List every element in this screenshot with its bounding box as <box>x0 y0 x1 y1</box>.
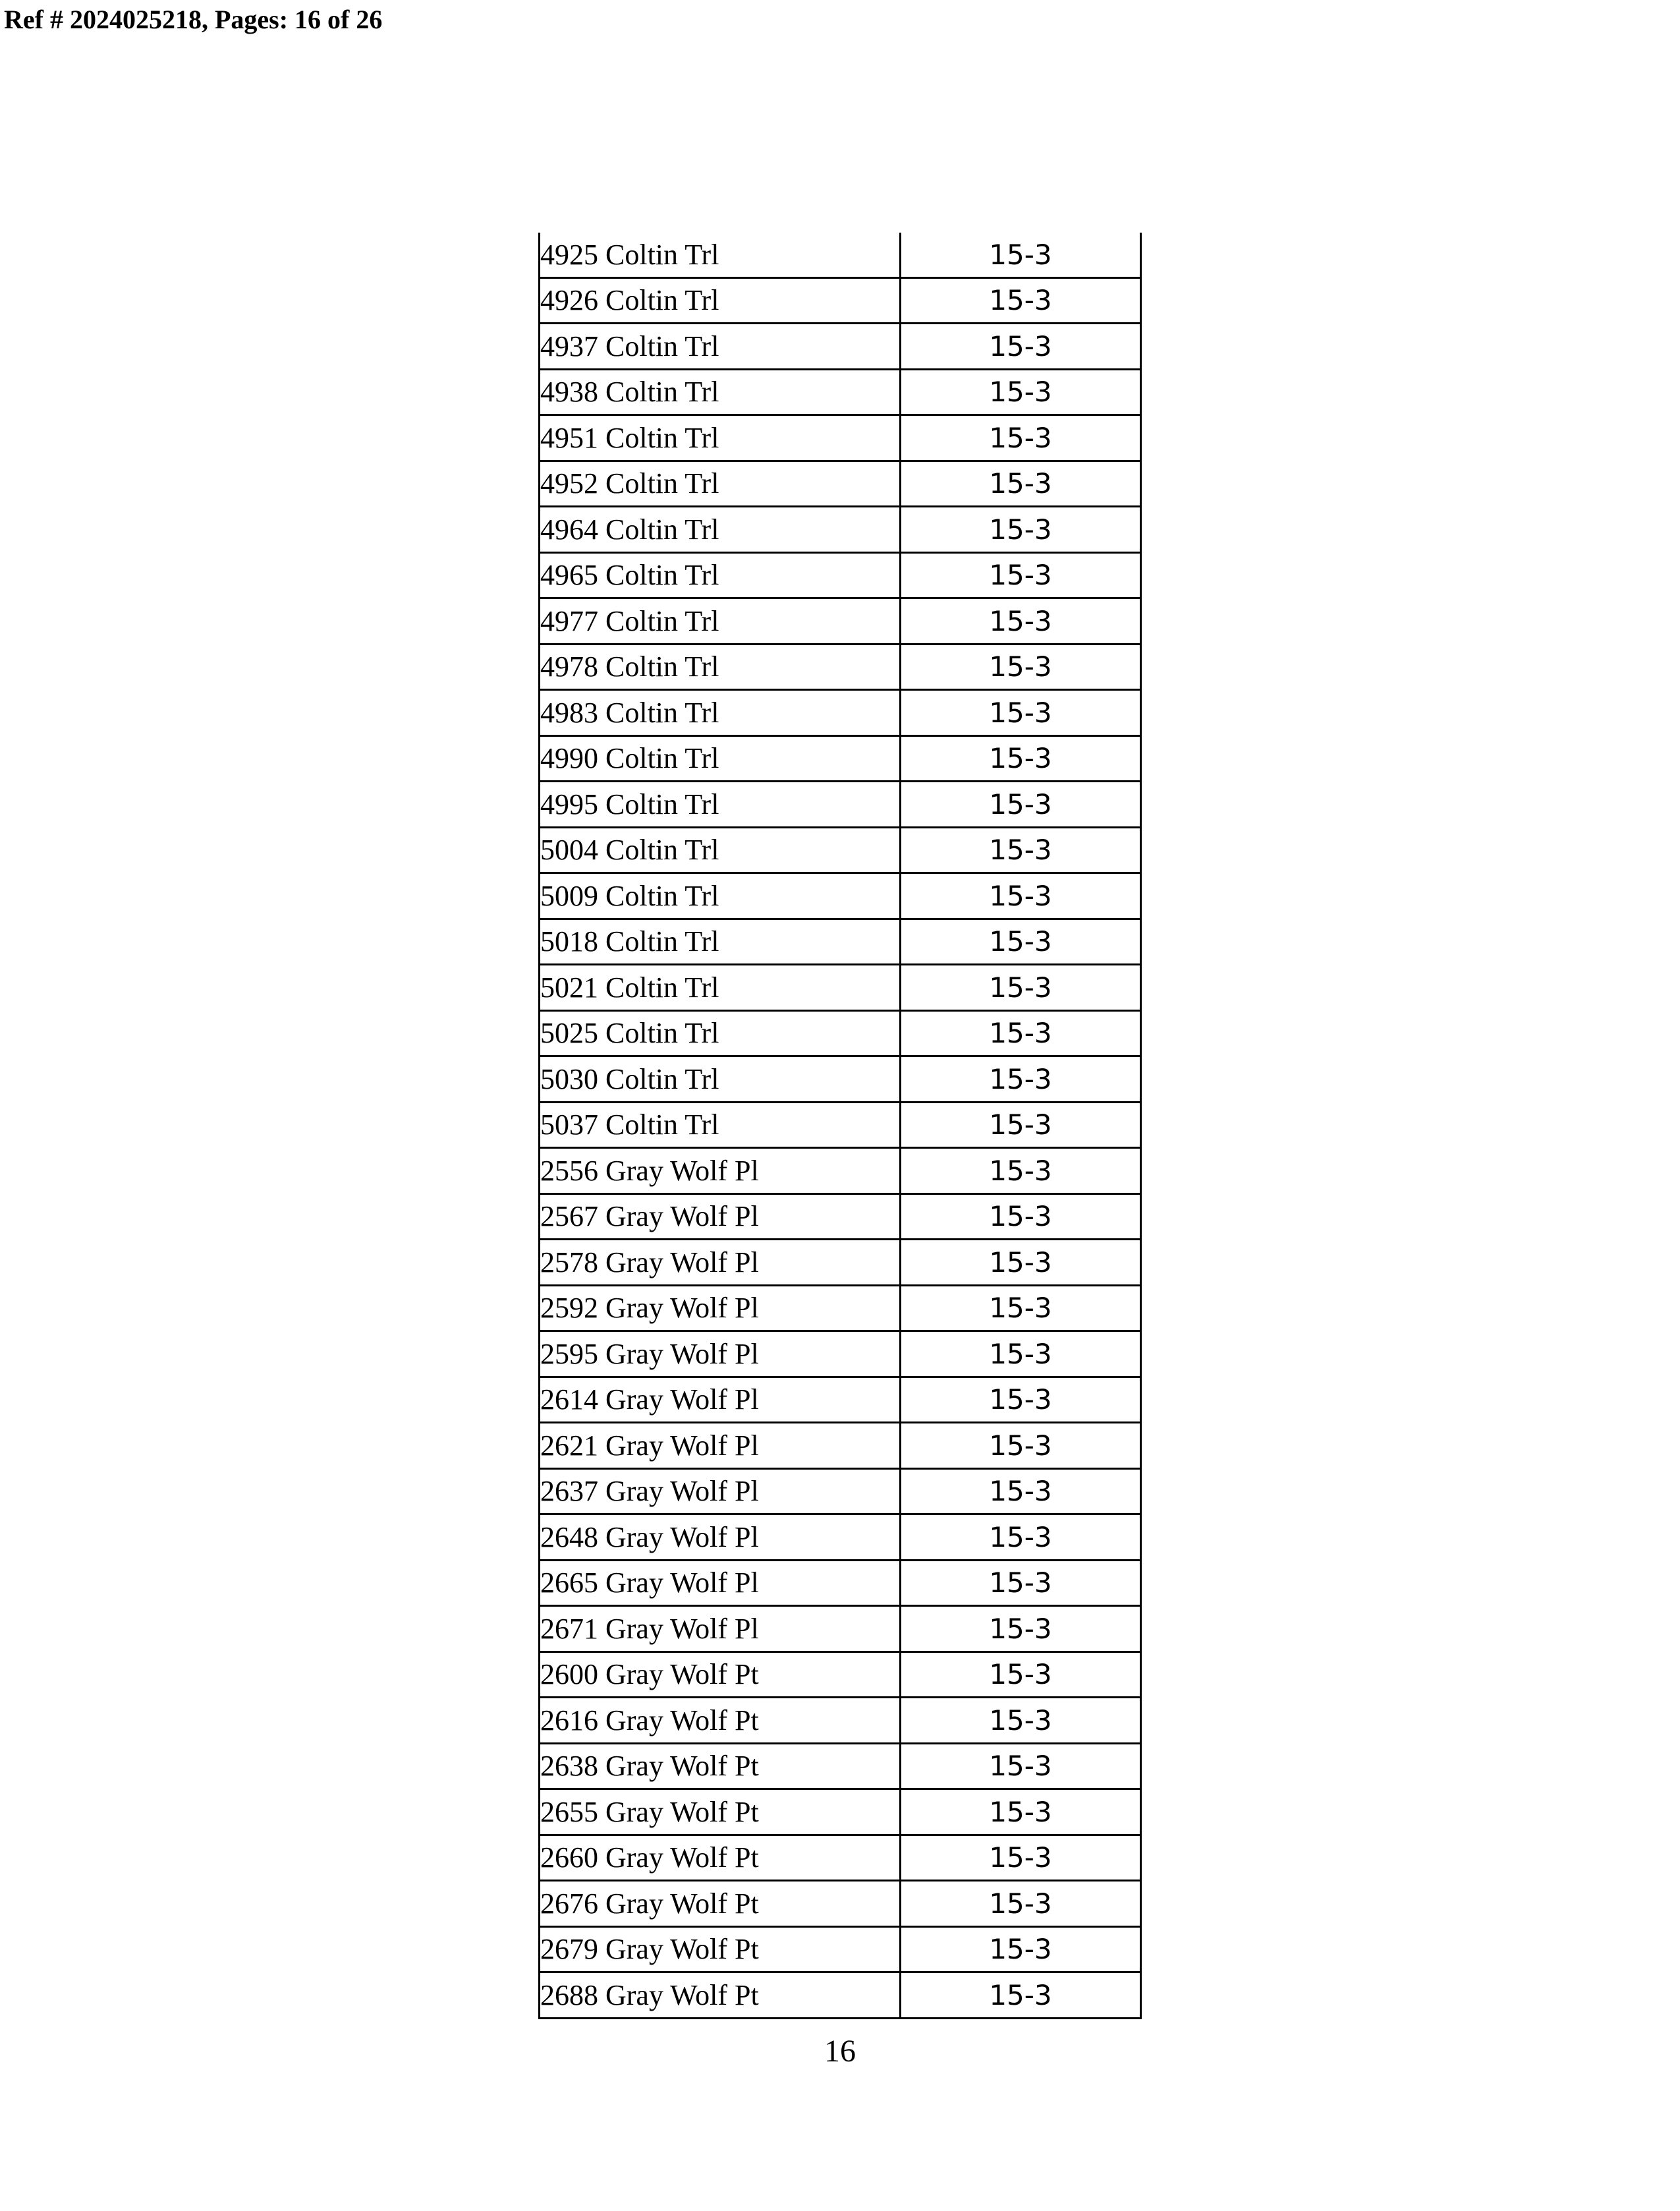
address-cell: 4938 Coltin Trl <box>540 369 901 415</box>
code-cell: 15-3 <box>901 782 1141 828</box>
table-row <box>540 1102 1141 1148</box>
address-cell: 5025 Coltin Trl <box>540 1010 901 1056</box>
table-row <box>540 873 1141 919</box>
address-cell: 5037 Coltin Trl <box>540 1102 901 1148</box>
table-row <box>540 1423 1141 1469</box>
code-cell: 15-3 <box>901 369 1141 415</box>
table-row <box>540 1926 1141 1972</box>
code-cell: 15-3 <box>901 1240 1141 1286</box>
address-cell: 4977 Coltin Trl <box>540 598 901 645</box>
code-cell: 15-3 <box>901 1010 1141 1056</box>
table-row <box>540 1010 1141 1056</box>
code-cell: 15-3 <box>901 1377 1141 1423</box>
code-cell: 15-3 <box>901 1423 1141 1469</box>
address-cell: 2556 Gray Wolf Pl <box>540 1148 901 1194</box>
address-cell: 2648 Gray Wolf Pl <box>540 1514 901 1561</box>
address-cell: 4995 Coltin Trl <box>540 782 901 828</box>
table-row <box>540 461 1141 507</box>
code-cell: 15-3 <box>901 1651 1141 1698</box>
address-cell: 4925 Coltin Trl <box>540 233 901 277</box>
code-cell: 15-3 <box>901 965 1141 1011</box>
code-cell: 15-3 <box>901 1468 1141 1514</box>
address-cell: 2578 Gray Wolf Pl <box>540 1240 901 1286</box>
table-row <box>540 919 1141 965</box>
code-cell: 15-3 <box>901 1148 1141 1194</box>
table-row <box>540 1835 1141 1881</box>
address-cell: 2616 Gray Wolf Pt <box>540 1698 901 1744</box>
code-cell: 15-3 <box>901 690 1141 736</box>
table-row <box>540 782 1141 828</box>
table-row <box>540 1193 1141 1240</box>
table-row <box>540 1285 1141 1331</box>
table-row <box>540 277 1141 324</box>
table-row <box>540 598 1141 645</box>
table-row <box>540 507 1141 553</box>
address-cell: 2621 Gray Wolf Pl <box>540 1423 901 1469</box>
table-row <box>540 1743 1141 1789</box>
code-cell: 15-3 <box>901 324 1141 370</box>
address-cell: 2655 Gray Wolf Pt <box>540 1789 901 1835</box>
address-cell: 5021 Coltin Trl <box>540 965 901 1011</box>
address-cell: 2595 Gray Wolf Pl <box>540 1331 901 1377</box>
address-cell: 2638 Gray Wolf Pt <box>540 1743 901 1789</box>
reference-header: Ref # 2024025218, Pages: 16 of 26 <box>4 5 383 34</box>
table-row <box>540 1560 1141 1606</box>
table-row <box>540 735 1141 782</box>
code-cell: 15-3 <box>901 1835 1141 1881</box>
table-row <box>540 415 1141 461</box>
code-cell: 15-3 <box>901 644 1141 690</box>
table-row <box>540 369 1141 415</box>
address-cell: 2592 Gray Wolf Pl <box>540 1285 901 1331</box>
address-cell: 4951 Coltin Trl <box>540 415 901 461</box>
code-cell: 15-3 <box>901 1606 1141 1652</box>
address-table-container <box>538 233 1140 2019</box>
table-row <box>540 1698 1141 1744</box>
code-cell: 15-3 <box>901 1331 1141 1377</box>
code-cell: 15-3 <box>901 1102 1141 1148</box>
address-cell: 4978 Coltin Trl <box>540 644 901 690</box>
table-row <box>540 690 1141 736</box>
table-row <box>540 827 1141 873</box>
address-cell: 2614 Gray Wolf Pl <box>540 1377 901 1423</box>
address-table <box>538 233 1142 2019</box>
table-row <box>540 644 1141 690</box>
table-row <box>540 233 1141 277</box>
address-cell: 4964 Coltin Trl <box>540 507 901 553</box>
address-cell: 2679 Gray Wolf Pt <box>540 1926 901 1972</box>
address-cell: 4926 Coltin Trl <box>540 277 901 324</box>
table-row <box>540 1514 1141 1561</box>
code-cell: 15-3 <box>901 552 1141 598</box>
code-cell: 15-3 <box>901 919 1141 965</box>
code-cell: 15-3 <box>901 598 1141 645</box>
code-cell: 15-3 <box>901 1698 1141 1744</box>
code-cell: 15-3 <box>901 277 1141 324</box>
address-cell: 4990 Coltin Trl <box>540 735 901 782</box>
address-table-body <box>540 233 1141 2018</box>
code-cell: 15-3 <box>901 1789 1141 1835</box>
address-cell: 5018 Coltin Trl <box>540 919 901 965</box>
code-cell: 15-3 <box>901 1285 1141 1331</box>
code-cell: 15-3 <box>901 415 1141 461</box>
code-cell: 15-3 <box>901 461 1141 507</box>
address-cell: 4965 Coltin Trl <box>540 552 901 598</box>
code-cell: 15-3 <box>901 1881 1141 1927</box>
code-cell: 15-3 <box>901 1560 1141 1606</box>
code-cell: 15-3 <box>901 1926 1141 1972</box>
code-cell: 15-3 <box>901 873 1141 919</box>
table-row <box>540 1377 1141 1423</box>
table-row <box>540 1468 1141 1514</box>
code-cell: 15-3 <box>901 735 1141 782</box>
table-row <box>540 1789 1141 1835</box>
table-row <box>540 1056 1141 1103</box>
table-row <box>540 324 1141 370</box>
table-row <box>540 1881 1141 1927</box>
address-cell: 2665 Gray Wolf Pl <box>540 1560 901 1606</box>
address-cell: 5009 Coltin Trl <box>540 873 901 919</box>
address-cell: 5004 Coltin Trl <box>540 827 901 873</box>
table-row <box>540 1972 1141 2019</box>
address-cell: 2688 Gray Wolf Pt <box>540 1972 901 2019</box>
code-cell: 15-3 <box>901 233 1141 277</box>
table-row <box>540 1651 1141 1698</box>
table-row <box>540 965 1141 1011</box>
address-cell: 2637 Gray Wolf Pl <box>540 1468 901 1514</box>
address-cell: 4937 Coltin Trl <box>540 324 901 370</box>
table-row <box>540 552 1141 598</box>
code-cell: 15-3 <box>901 1193 1141 1240</box>
address-cell: 4952 Coltin Trl <box>540 461 901 507</box>
table-row <box>540 1331 1141 1377</box>
code-cell: 15-3 <box>901 507 1141 553</box>
page-number: 16 <box>824 2034 856 2069</box>
address-cell: 2660 Gray Wolf Pt <box>540 1835 901 1881</box>
code-cell: 15-3 <box>901 1514 1141 1561</box>
table-row <box>540 1148 1141 1194</box>
code-cell: 15-3 <box>901 1056 1141 1103</box>
code-cell: 15-3 <box>901 827 1141 873</box>
address-cell: 2671 Gray Wolf Pl <box>540 1606 901 1652</box>
address-cell: 2676 Gray Wolf Pt <box>540 1881 901 1927</box>
address-cell: 2567 Gray Wolf Pl <box>540 1193 901 1240</box>
code-cell: 15-3 <box>901 1972 1141 2019</box>
code-cell: 15-3 <box>901 1743 1141 1789</box>
address-cell: 2600 Gray Wolf Pt <box>540 1651 901 1698</box>
table-row <box>540 1240 1141 1286</box>
table-row <box>540 1606 1141 1652</box>
address-cell: 5030 Coltin Trl <box>540 1056 901 1103</box>
address-cell: 4983 Coltin Trl <box>540 690 901 736</box>
